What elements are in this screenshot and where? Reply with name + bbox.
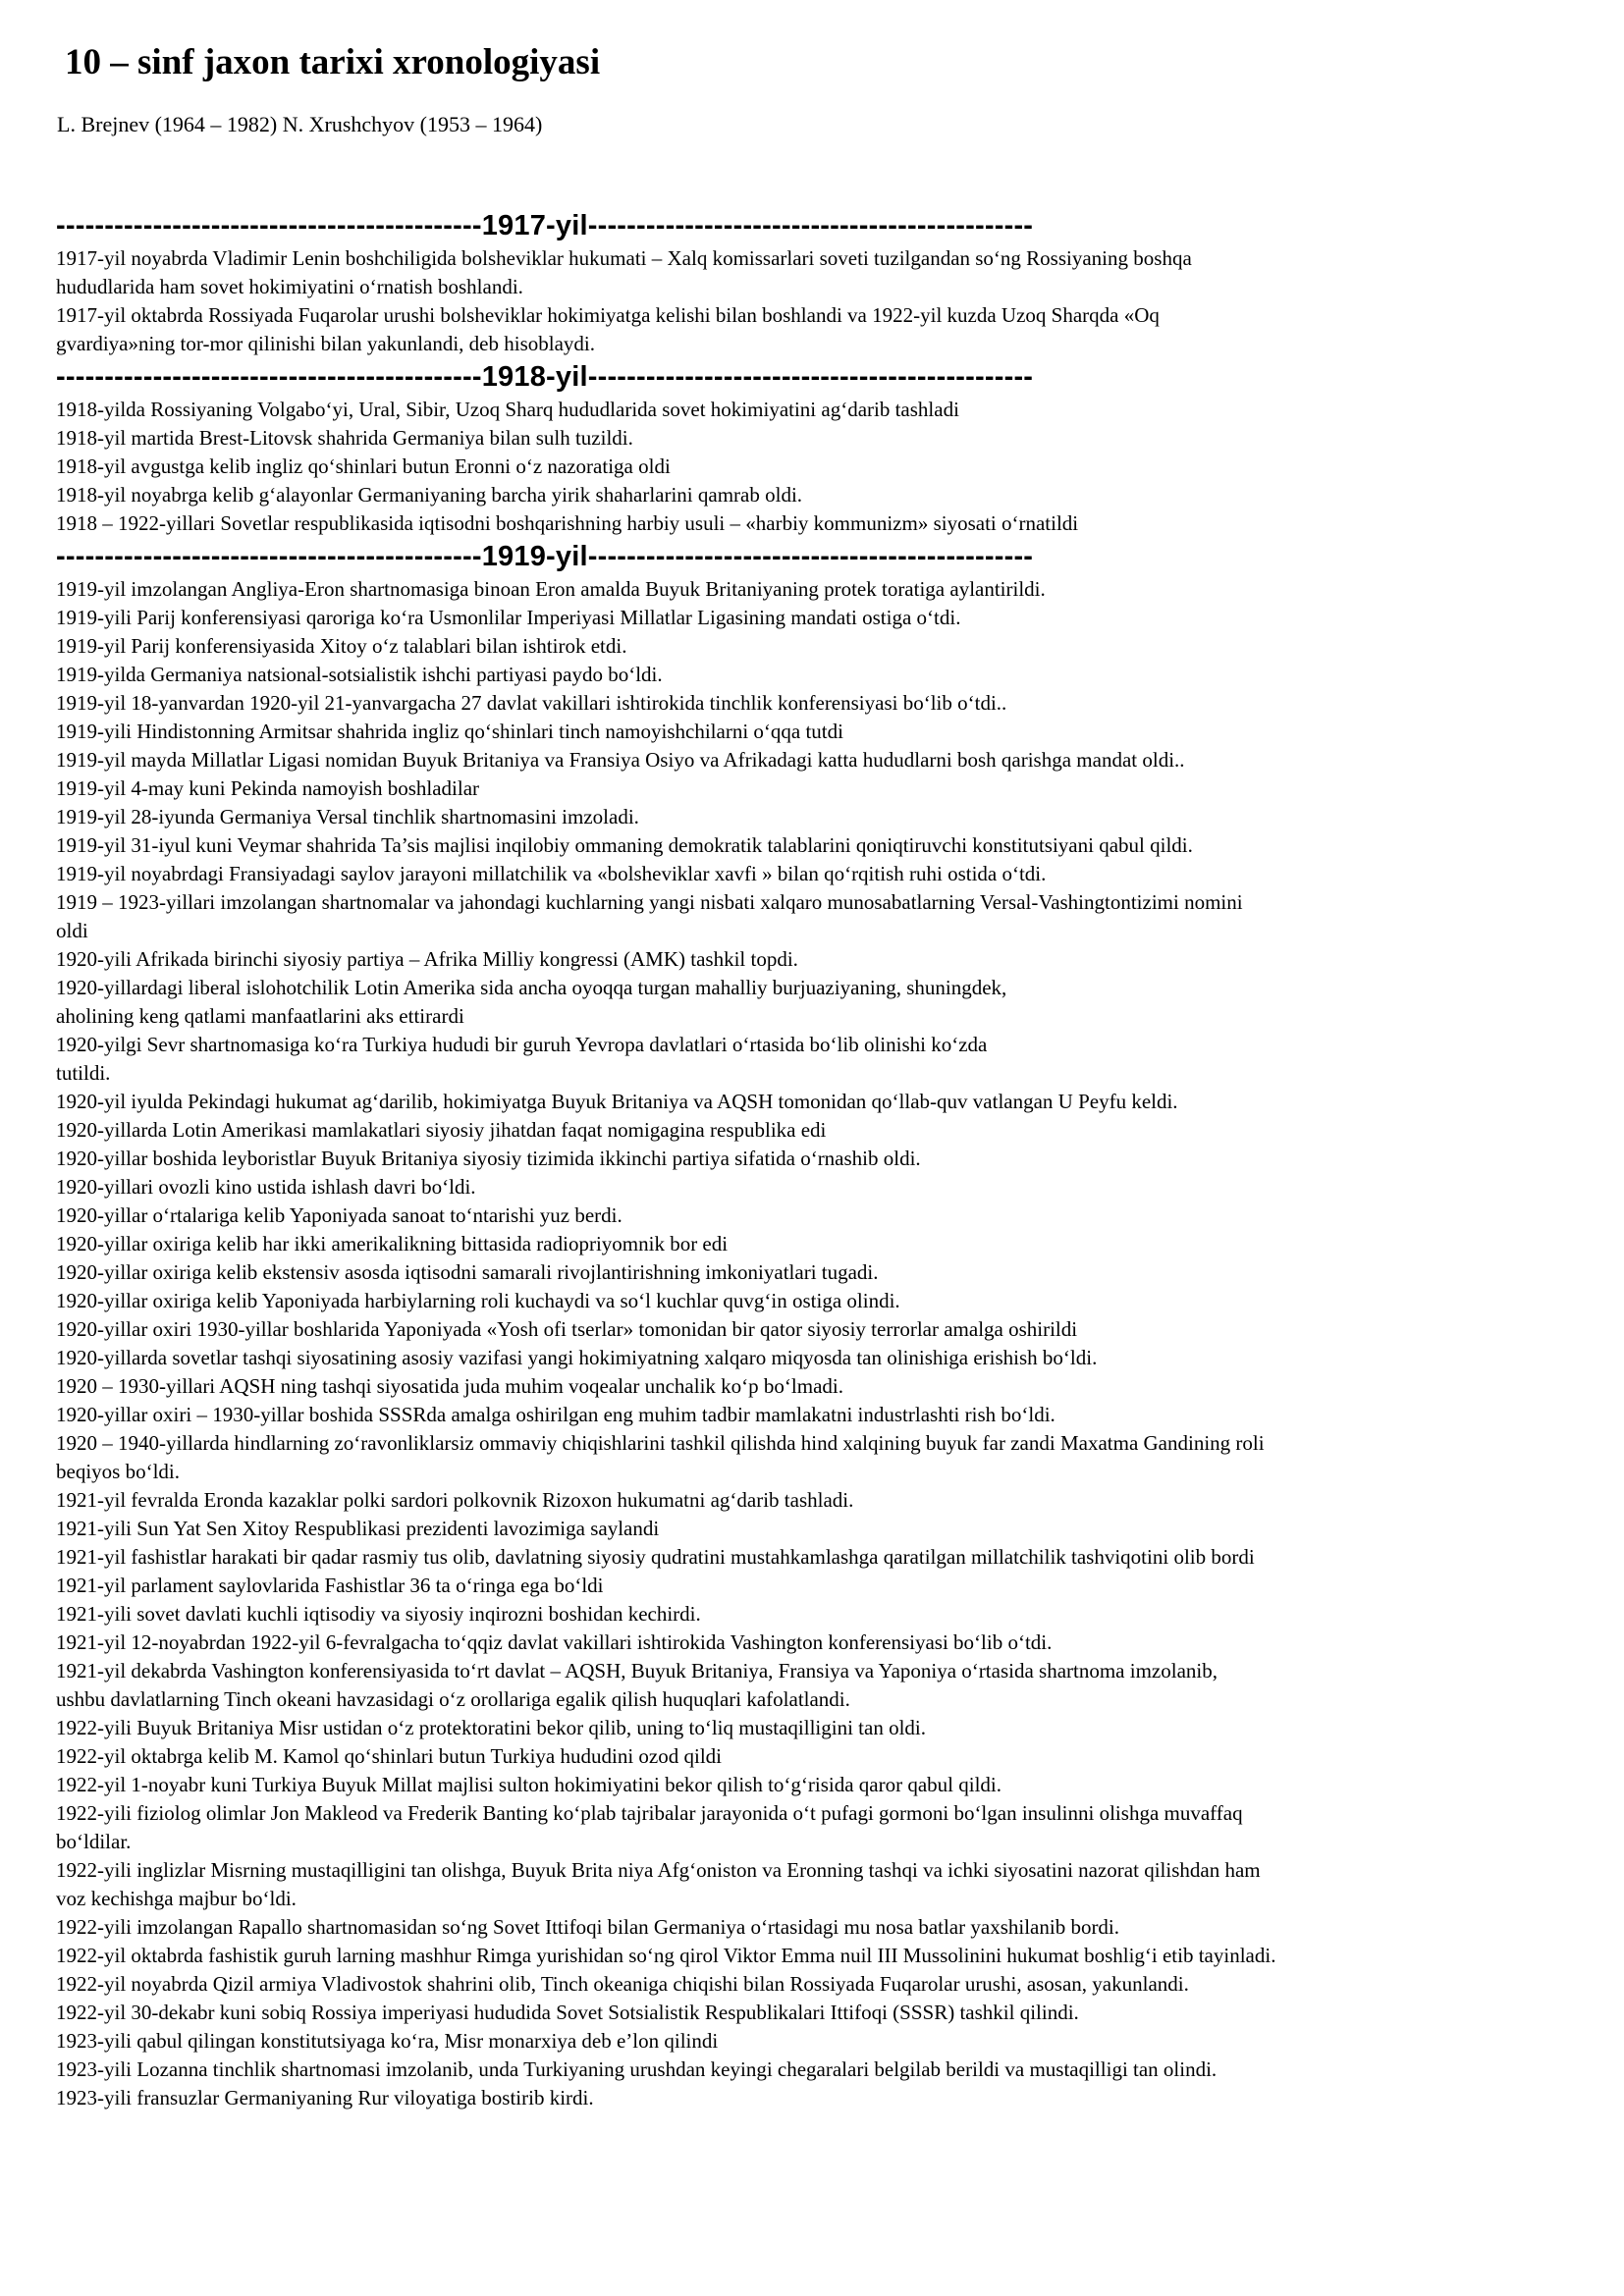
timeline-entry: 1922-yil oktabrda fashistik guruh larning mashhur Rimga yurishidan so‘ng qirol Viktor Emma nuil III Mussolinini hukumat boshlig‘i etib tayinladi. [56,1944,1276,1967]
timeline-entry: 1920-yillar boshida leyboristlar Buyuk Britaniya siyosiy tizimida ikkinchi partiya sifatida o‘rnashib oldi. [56,1147,921,1170]
timeline-entry: 1919-yil mayda Millatlar Ligasi nomidan Buyuk Britaniya va Fransiya Osiyo va Afrikadagi katta hududlarni bosh qarishga mandat oldi.. [56,748,1185,772]
timeline-entry: 1921-yil dekabrda Vashington konferensiyasida to‘rt davlat – AQSH, Buyuk Britaniya, Fransiya va Yaponiya o‘rtasida shartnoma imzolanib, [56,1659,1218,1682]
timeline-entry: 1919-yil 18-yanvardan 1920-yil 21-yanvargacha 27 davlat vakillari ishtirokida tinchlik konferensiyasi bo‘lib o‘tdi.. [56,691,1007,715]
timeline-entry: beqiyos bo‘ldi. [56,1460,180,1483]
timeline-entry: 1920-yili Afrikada birinchi siyosiy partiya – Afrika Milliy kongressi (AMK) tashkil topdi. [56,947,798,971]
timeline-entry: tutildi. [56,1061,111,1085]
timeline-entry: 1921-yil fevralda Eronda kazaklar polki sardori polkovnik Rizoxon hukumatni ag‘darib tashladi. [56,1488,854,1512]
timeline-entry: 1920-yillardagi liberal islohotchilik Lotin Amerika sida ancha oyoqqa turgan mahalliy burjuaziyaning, shuningdek, [56,976,1007,999]
timeline-entry: 1920-yil iyulda Pekindagi hukumat ag‘darilib, hokimiyatga Buyuk Britaniya va AQSH tomonidan qo‘llab-quv vatlangan U Peyfu keldi. [56,1090,1178,1113]
timeline-entry: voz kechishga majbur bo‘ldi. [56,1887,297,1910]
timeline-entry: 1918-yil noyabrga kelib g‘alayonlar Germaniyaning barcha yirik shaharlarini qamrab oldi. [56,483,803,507]
timeline-entry: 1920-yillar o‘rtalariga kelib Yaponiyada sanoat to‘ntarishi yuz berdi. [56,1203,623,1227]
timeline-entry: 1918-yil avgustga kelib ingliz qo‘shinlari butun Eronni o‘z nazoratiga oldi [56,454,671,478]
timeline-entry: 1921-yil fashistlar harakati bir qadar rasmiy tus olib, davlatning siyosiy qudratini mustahkamlashga qaratilgan millatchilik tashviqotini olib bordi [56,1545,1255,1569]
timeline-entry: 1919-yil imzolangan Angliya-Eron shartnomasiga binoan Eron amalda Buyuk Britaniyaning protek toratiga aylantirildi. [56,577,1046,601]
timeline-entry: 1922-yili Buyuk Britaniya Misr ustidan o‘z protektoratini bekor qilib, uning to‘liq mustaqilligini tan oldi. [56,1716,926,1739]
timeline-entry: 1920 – 1940-yillarda hindlarning zo‘ravonliklarsiz ommaviy chiqishlarini tashkil qilishda hind xalqining buyuk far zandi Maxatma Gandining roli [56,1431,1265,1455]
timeline-entry: 1921-yili Sun Yat Sen Xitoy Respublikasi prezidenti lavozimiga saylandi [56,1517,660,1540]
timeline-entry: 1920-yillarda sovetlar tashqi siyosatining asosiy vazifasi yangi hokimiyatning xalqaro miqyosda tan olinishiga erishish bo‘ldi. [56,1346,1098,1369]
timeline-entry: 1920 – 1930-yillari AQSH ning tashqi siyosatida juda muhim voqealar unchalik ko‘p bo‘lmadi. [56,1374,843,1398]
timeline-entry: 1922-yili imzolangan Rapallo shartnomasidan so‘ng Sovet Ittifoqi bilan Germaniya o‘rtasidagi mu nosa batlar yaxshilanib bordi. [56,1915,1120,1939]
timeline-entry: 1921-yil parlament saylovlarida Fashistlar 36 ta o‘ringa ega bo‘ldi [56,1574,604,1597]
timeline-entry: 1919-yil Parij konferensiyasida Xitoy o‘z talablari bilan ishtirok etdi. [56,634,627,658]
timeline-entry: 1921-yil 12-noyabrdan 1922-yil 6-fevralgacha to‘qqiz davlat vakillari ishtirokida Vashington konferensiyasi bo‘lib o‘tdi. [56,1630,1053,1654]
year-heading: --------------------------------------------1919-yil---------------------------------------------- [56,541,1034,572]
timeline-entry: 1922-yil oktabrga kelib M. Kamol qo‘shinlari butun Turkiya hududini ozod qildi [56,1744,722,1768]
timeline-entry: hududlarida ham sovet hokimiyatini o‘rnatish boshlandi. [56,275,523,298]
timeline-entry: 1923-yili fransuzlar Germaniyaning Rur viloyatiga bostirib kirdi. [56,2086,594,2109]
timeline-entry: 1918 – 1922-yillari Sovetlar respublikasida iqtisodni boshqarishning harbiy usuli – «harbiy kommunizm» siyosati o‘rnatildi [56,511,1079,535]
timeline-entry: 1919-yil 4-may kuni Pekinda namoyish boshladilar [56,776,480,800]
timeline-entry: 1920-yillar oxiri 1930-yillar boshlarida Yaponiyada «Yosh ofi tserlar» tomonidan bir qator siyosiy terrorlar amalga oshirildi [56,1317,1078,1341]
timeline-body [56,207,1568,2112]
timeline-entry: gvardiya»ning tor-mor qilinishi bilan yakunlandi, deb hisoblaydi. [56,332,595,355]
timeline-entry: 1920-yillar oxiriga kelib har ikki amerikalikning bittasida radiopriyomnik bor edi [56,1232,729,1255]
timeline-entry: 1918-yil martida Brest-Litovsk shahrida Germaniya bilan sulh tuzildi. [56,426,633,450]
timeline-entry: 1920-yillar oxiri – 1930-yillar boshida SSSRda amalga oshirilgan eng muhim tadbir mamlakatni industrlashti rish bo‘ldi. [56,1403,1056,1426]
timeline-entry: bo‘ldilar. [56,1830,132,1853]
timeline-entry: 1922-yil noyabrda Qizil armiya Vladivostok shahrini olib, Tinch okeaniga chiqishi bilan Rossiyada Fuqarolar urushi, asosan, yakunlandi. [56,1972,1189,1996]
timeline-entry: 1919-yili Hindistonning Armitsar shahrida ingliz qo‘shinlari tinch namoyishchilarni o‘qqa tutdi [56,720,843,743]
timeline-entry: 1920-yilgi Sevr shartnomasiga ko‘ra Turkiya hududi bir guruh Yevropa davlatlari o‘rtasida bo‘lib olinishi ko‘zda [56,1033,988,1056]
timeline-entry: 1920-yillari ovozli kino ustida ishlash davri bo‘ldi. [56,1175,476,1199]
timeline-entry: 1919-yil noyabrdagi Fransiyadagi saylov jarayoni millatchilik va «bolsheviklar xavfi » bilan qo‘rqitish ruhi ostida o‘tdi. [56,862,1047,885]
timeline-entry: 1919-yili Parij konferensiyasi qaroriga ko‘ra Usmonlilar Imperiyasi Millatlar Ligasining mandati ostiga o‘tdi. [56,606,961,629]
timeline-entry: 1917-yil oktabrda Rossiyada Fuqarolar urushi bolsheviklar hokimiyatga kelishi bilan boshlandi va 1922-yil kuzda Uzoq Sharqda «Oq [56,303,1160,327]
timeline-entry: 1920-yillar oxiriga kelib Yaponiyada harbiylarning roli kuchaydi va so‘l kuchlar quvg‘in ostiga olindi. [56,1289,900,1312]
document-subtitle: L. Brejnev (1964 – 1982) N. Xrushchyov (1953 – 1964) [57,112,543,136]
timeline-entry: 1919 – 1923-yillari imzolangan shartnomalar va jahondagi kuchlarning yangi nisbati xalqaro munosabatlarning Versal-Vashingtontizimi nomini [56,890,1243,914]
timeline-entry: aholining keng qatlami manfaatlarini aks ettirardi [56,1004,464,1028]
document-title: 10 – sinf jaxon tarixi xronologiyasi [65,42,601,82]
year-heading: --------------------------------------------1917-yil---------------------------------------------- [56,210,1034,241]
timeline-entry: 1920-yillarda Lotin Amerikasi mamlakatlari siyosiy jihatdan faqat nomigagina respublika edi [56,1118,827,1142]
timeline-entry: 1923-yili Lozanna tinchlik shartnomasi imzolanib, unda Turkiyaning urushdan keyingi chegaralari belgilab berildi va mustaqilligi tan olindi. [56,2057,1218,2081]
timeline-entry: 1921-yili sovet davlati kuchli iqtisodiy va siyosiy inqirozni boshidan kechirdi. [56,1602,701,1626]
timeline-entry: 1922-yili fiziolog olimlar Jon Makleod va Frederik Banting ko‘plab tajribalar jarayonida o‘t pufagi gormoni bo‘lgan insulinni olishga muvaffaq [56,1801,1243,1825]
timeline-entry: 1923-yili qabul qilingan konstitutsiyaga ko‘ra, Misr monarxiya deb e’lon qilindi [56,2029,719,2053]
timeline-entry: 1919-yil 31-iyul kuni Veymar shahrida Ta’sis majlisi inqilobiy ommaning demokratik talablarini qoniqtiruvchi konstitutsiyani qabul qildi. [56,833,1193,857]
timeline-entry: 1922-yil 30-dekabr kuni sobiq Rossiya imperiyasi hududida Sovet Sotsialistik Respublikalari Ittifoqi (SSSR) tashkil qilindi. [56,2001,1079,2024]
timeline-entry: 1920-yillar oxiriga kelib ekstensiv asosda iqtisodni samarali rivojlantirishning imkoniyatlari tugadi. [56,1260,879,1284]
timeline-entry: 1919-yil 28-iyunda Germaniya Versal tinchlik shartnomasini imzoladi. [56,805,639,828]
timeline-entry: 1922-yil 1-noyabr kuni Turkiya Buyuk Millat majlisi sulton hokimiyatini bekor qilish to‘g‘risida qaror qabul qildi. [56,1773,1002,1796]
timeline-entry: ushbu davlatlarning Tinch okeani havzasidagi o‘z orollariga egalik qilish huquqlari kafolatlandi. [56,1687,850,1711]
timeline-entry: 1919-yilda Germaniya natsional-sotsialistik ishchi partiyasi paydo bo‘ldi. [56,663,663,686]
timeline-entry: 1922-yili inglizlar Misrning mustaqilligini tan olishga, Buyuk Brita niya Afg‘oniston va Eronning tashqi va ichki siyosatini nazorat qilishdan ham [56,1858,1261,1882]
year-heading: --------------------------------------------1918-yil---------------------------------------------- [56,361,1034,393]
timeline-entry: 1917-yil noyabrda Vladimir Lenin boshchiligida bolsheviklar hukumati – Xalq komissarlari soveti tuzilgandan so‘ng Rossiyaning boshqa [56,246,1192,270]
timeline-entry: 1918-yilda Rossiyaning Volgabo‘yi, Ural, Sibir, Uzoq Sharq hududlarida sovet hokimiyatini ag‘darib tashladi [56,398,959,421]
timeline-entry: oldi [56,919,88,942]
